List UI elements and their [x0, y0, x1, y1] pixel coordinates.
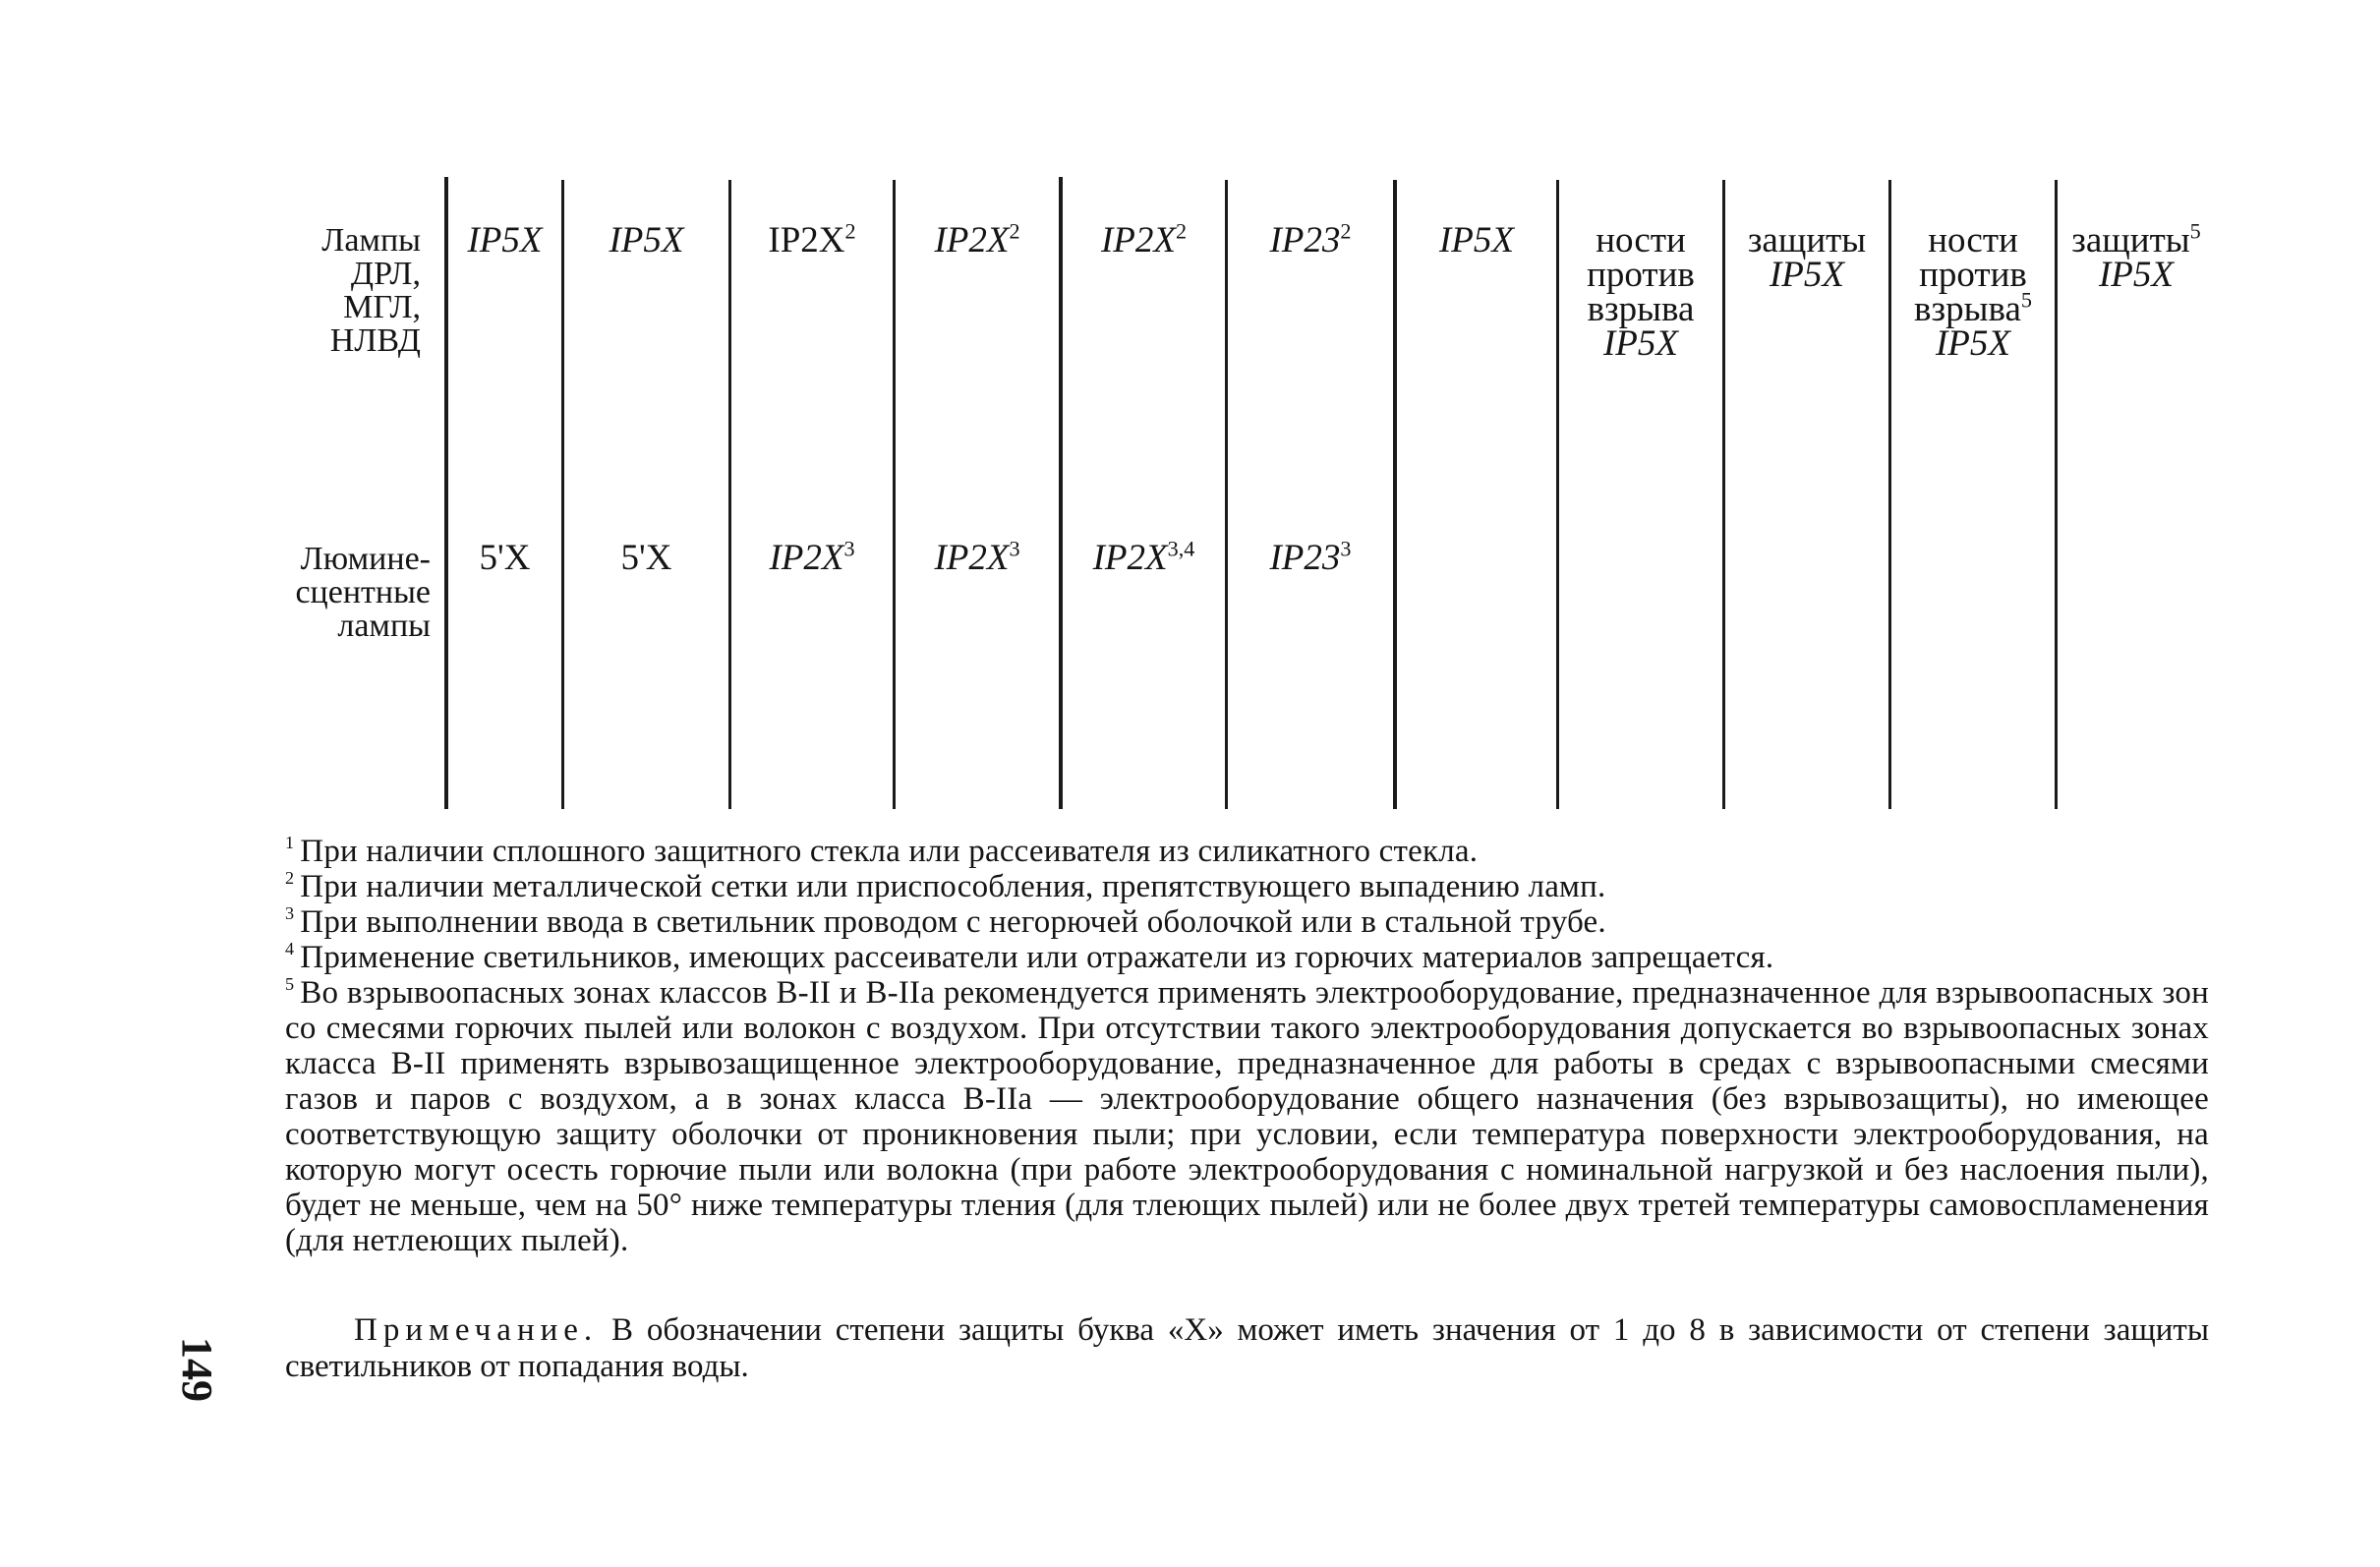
- table-cell: [1228, 536, 1393, 578]
- table-rule: [893, 180, 896, 809]
- footnote-ref: 3: [1340, 536, 1352, 561]
- cell-line: IP5X: [1602, 323, 1679, 364]
- table-cell: [1228, 218, 1393, 261]
- footnote-ref: 5: [2189, 218, 2201, 244]
- cell-value: 5'X: [620, 538, 672, 578]
- table-cell: [564, 220, 728, 261]
- footnote-number: 1: [285, 833, 295, 853]
- footnotes: [285, 834, 2209, 1258]
- cell-line: защиты: [1747, 220, 1867, 261]
- cell-line: IP5X: [1769, 255, 1845, 295]
- footnote-text: Применение светильников, имеющих рассеиватели или отражатели из горючих материалов запрещается.: [300, 940, 1774, 975]
- cell-value: IP2X: [768, 220, 845, 261]
- table-cell: [731, 218, 893, 261]
- footnote: [285, 975, 2209, 1258]
- footnote-text: При наличии сплошного защитного стекла или рассеивателя из силикатного стекла.: [300, 834, 1479, 869]
- footnote-text: При наличии металлической сетки или приспособления, препятствующего выпадению ламп.: [300, 869, 1606, 904]
- table-cell: [2058, 218, 2215, 295]
- footnote-ref: 2: [1340, 218, 1352, 244]
- table-cell: [896, 536, 1059, 578]
- remark-paragraph: [285, 1312, 2209, 1385]
- cell-value: IP2X: [769, 538, 844, 578]
- cell-value: IP2X: [1100, 220, 1176, 261]
- table-rule: [561, 180, 564, 809]
- footnote: [285, 904, 2209, 940]
- cell-value: IP2X: [1092, 538, 1168, 578]
- table-cell: [564, 538, 728, 578]
- cell-line: взрыва: [1587, 289, 1695, 329]
- cell-value: IP5X: [609, 220, 684, 261]
- footnote-number: 3: [285, 903, 295, 924]
- footnote: [285, 940, 2209, 975]
- footnote-ref: 2: [844, 218, 856, 244]
- footnote-ref: 3: [843, 536, 855, 561]
- cell-value: 5'X: [479, 538, 531, 578]
- footnote-text: Во взрывоопасных зонах классов В-II и В-IIа рекомендуется применять электрооборудование, предназначенное для взрывоопасных зон со смесями горючих пылей или волокон с воздухом. При отсутствии такого электрооборудования допускается во взрывоопасных зонах класса В-II применять взрывозащищенное электрооборудование, предназначенное для работы в средах с взрывоопасными смесями газов и паров с воздухом, а в зонах класса В-IIа — электрооборудование общего назначения (без взрывозащиты), но имеющее соответствующую защиту оболочки от проникновения пыли; при условии, если температура поверхности электрооборудования, на которую могут осесть горючие пыли или волокна (при работе электрооборудования с номинальной нагрузкой и без наслоения пыли), будет не меньше, чем на 50° ниже температуры тления (для тлеющих пылей) или не более двух третей температуры самовоспламенения (для нетлеющих пылей).: [285, 975, 2209, 1258]
- row-header-line: МГЛ,: [343, 289, 421, 325]
- cell-value: IP2X: [934, 220, 1010, 261]
- cell-line: взрыва: [1914, 289, 2021, 329]
- row-header-line: НЛВД: [329, 322, 421, 359]
- row-header-line: сцентные: [295, 574, 431, 610]
- cell-line: IP5X: [2098, 255, 2175, 295]
- cell-line: против: [1587, 255, 1695, 295]
- table-cell: [1397, 220, 1556, 261]
- row-header-line: ДРЛ,: [350, 256, 421, 292]
- table-cell: [731, 536, 893, 578]
- table-cell: [1063, 218, 1225, 261]
- cell-value: IP5X: [467, 220, 543, 261]
- remark-label: Примечание.: [354, 1312, 599, 1348]
- table-rule: [1225, 180, 1228, 809]
- table-cell: [448, 220, 561, 261]
- row-header-line: лампы: [337, 608, 431, 644]
- row-header-line: Лампы: [321, 222, 421, 259]
- table-cell: [1063, 536, 1225, 578]
- footnote-number: 5: [285, 974, 295, 995]
- cell-line: ности: [1596, 220, 1686, 261]
- cell-value: IP23: [1269, 538, 1341, 578]
- cell-value: IP2X: [934, 538, 1010, 578]
- footnote-ref: 3: [1009, 536, 1020, 561]
- row-header-fluorescent: [275, 543, 431, 643]
- row-header-line: Люмине-: [300, 541, 431, 577]
- row-header-lamps-drl: [295, 224, 421, 358]
- cell-value: IP5X: [1438, 220, 1515, 261]
- footnote-text: При выполнении ввода в светильник проводом с негорючей оболочкой или в стальной трубе.: [300, 904, 1606, 940]
- footnote-ref: 5: [2020, 287, 2032, 313]
- cell-line: IP5X: [1935, 323, 2011, 364]
- page-number: 149: [173, 1337, 221, 1402]
- table-rule: [728, 180, 731, 809]
- footnote-ref: 2: [1175, 218, 1188, 244]
- cell-line: против: [1919, 255, 2027, 295]
- footnote: [285, 869, 2209, 904]
- cell-value: IP23: [1269, 220, 1341, 261]
- table-rule: [444, 177, 448, 809]
- table-rule: [1059, 177, 1063, 809]
- footnote-ref: 3,4: [1167, 536, 1195, 561]
- table-rule: [1393, 180, 1397, 809]
- cell-line: защиты: [2071, 220, 2190, 261]
- footnote: [285, 834, 2209, 869]
- footnote-number: 2: [285, 868, 295, 889]
- table-cell: [1891, 220, 2055, 364]
- footnote-ref: 2: [1009, 218, 1020, 244]
- footnote-number: 4: [285, 939, 295, 959]
- table-cell: [1559, 220, 1722, 364]
- remark-text: В обозначении степени защиты буква «X» может иметь значения от 1 до 8 в зависимости от степени защиты светильников от попадания воды.: [285, 1312, 2210, 1384]
- table-cell: [448, 538, 561, 578]
- table-cell: [896, 218, 1059, 261]
- table-cell: [1725, 220, 1888, 295]
- cell-line: ности: [1928, 220, 2018, 261]
